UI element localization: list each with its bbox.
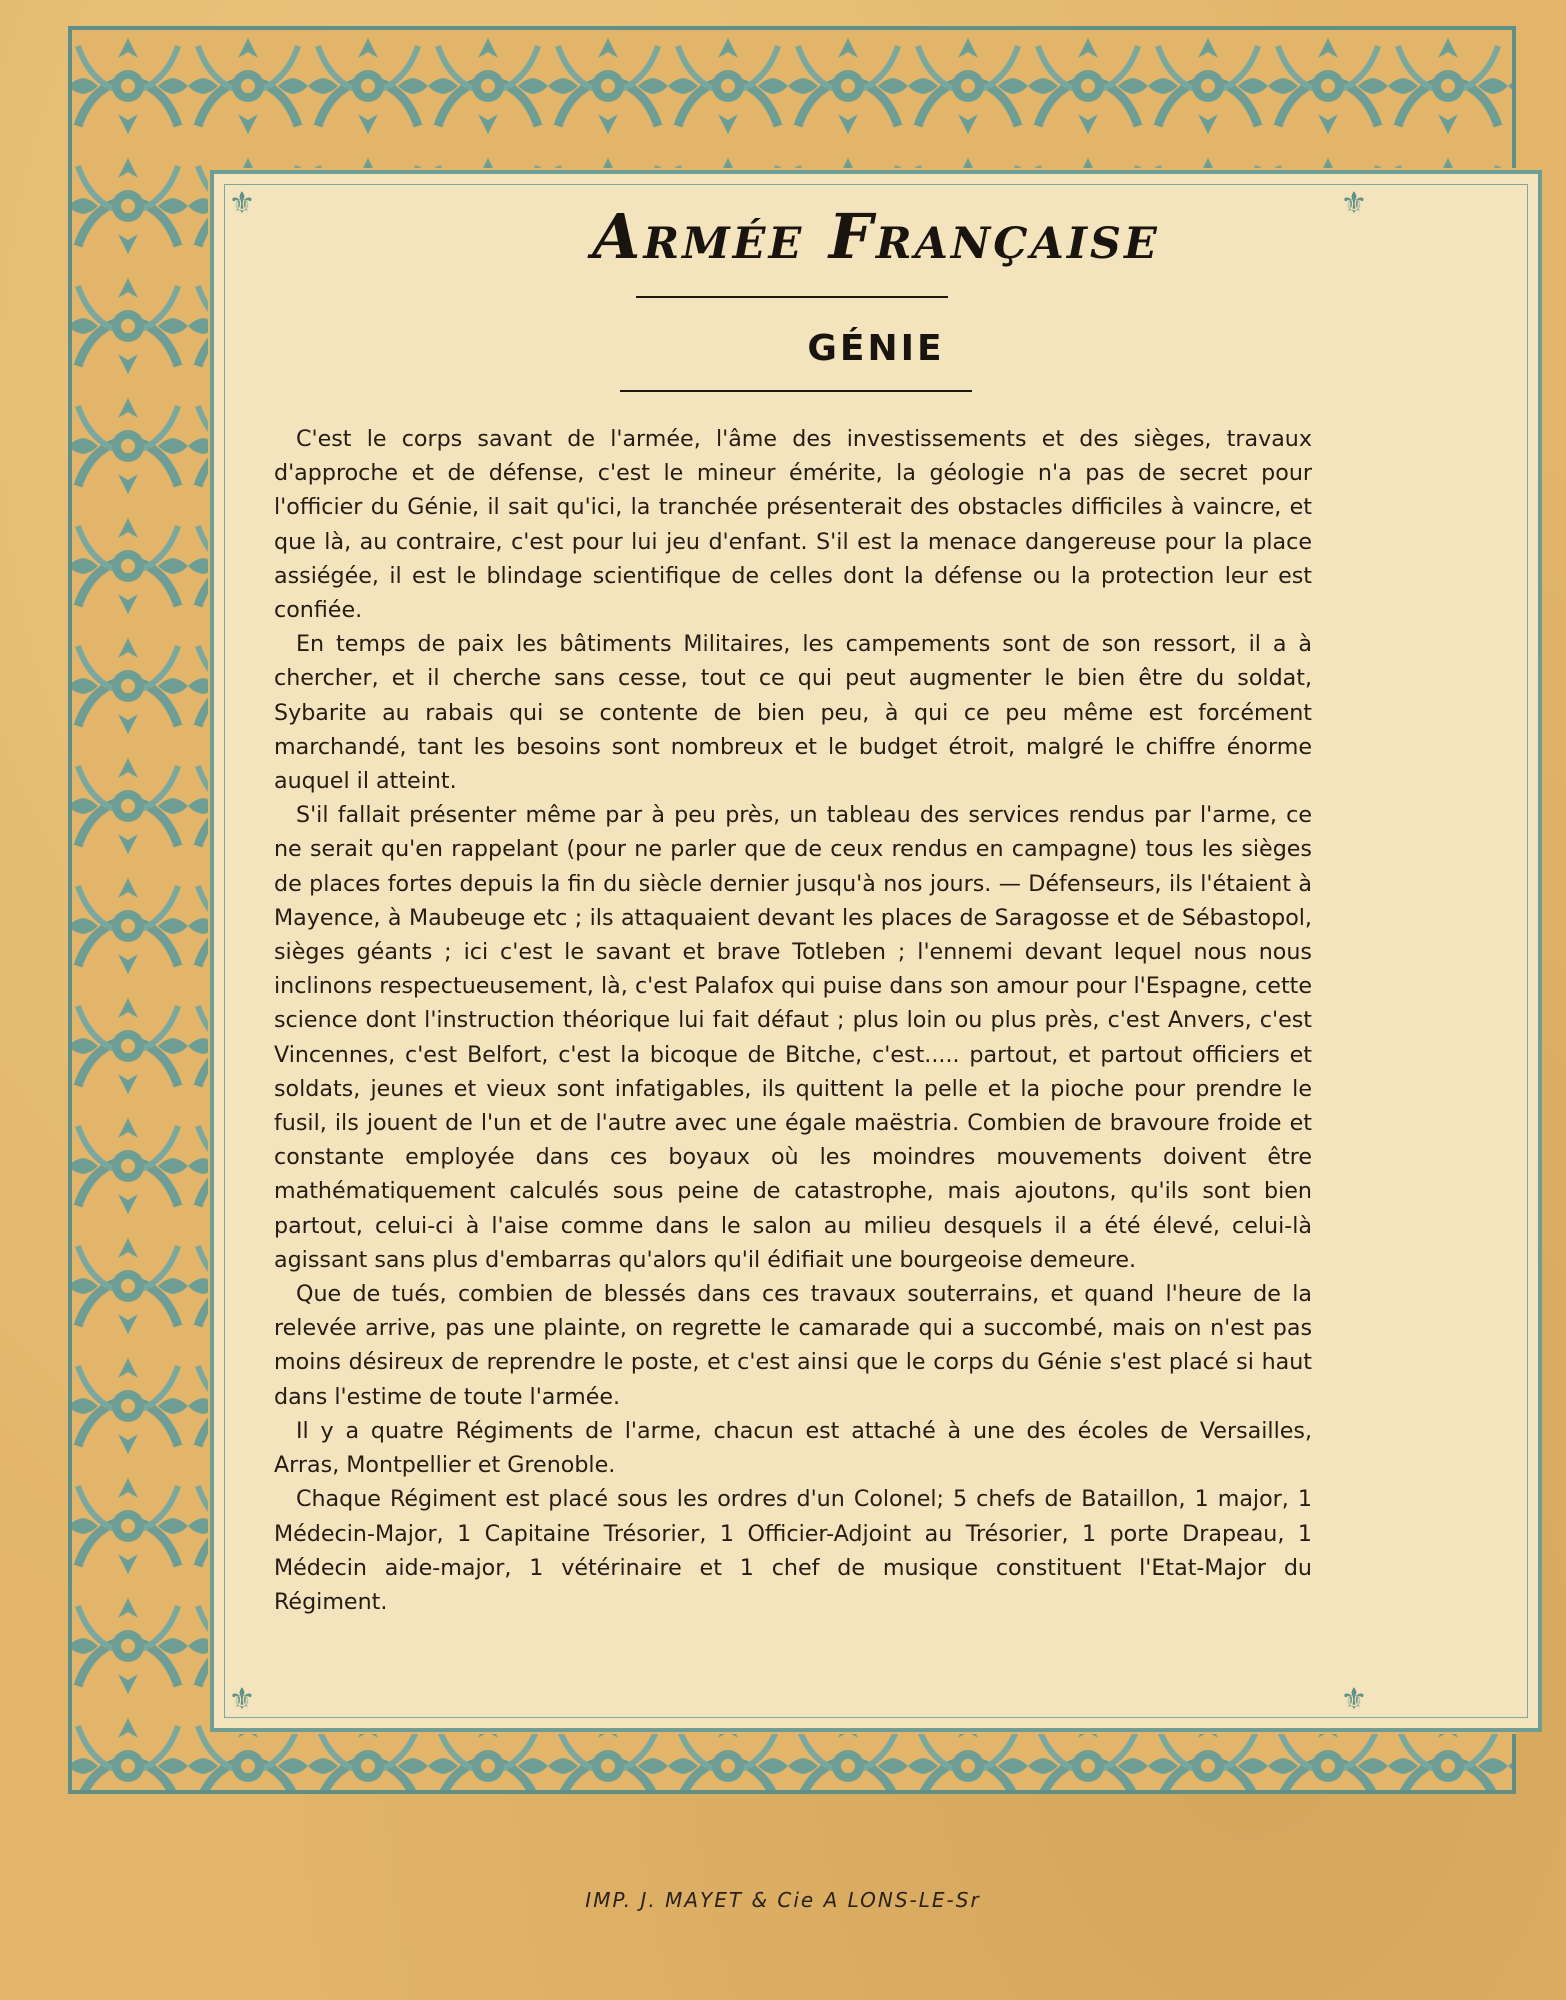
fleur-de-lis-icon: ⚜ — [1340, 186, 1368, 221]
page-title: Armée Française — [592, 200, 1160, 273]
paragraph: Que de tués, combien de blessés dans ces travaux souterrains, et quand l'heure de la relevée arrive, pas une plainte, on regrette le camarade qui a succombé, mais on n'est pas moins désireux de reprendre le poste, et c'est ainsi que le corps du Génie s'est placé si haut dans l'estime de toute l'armée. — [274, 1281, 1312, 1410]
paragraph: Il y a quatre Régiments de l'arme, chacun est attaché à une des écoles de Versailles, Arras, Montpellier et Grenoble. — [274, 1417, 1312, 1479]
subtitle-rule — [620, 390, 972, 392]
section-title: GÉNIE — [807, 328, 945, 369]
fleur-de-lis-icon: ⚜ — [228, 186, 256, 221]
body-text — [274, 422, 1312, 1619]
fleur-de-lis-icon: ⚜ — [228, 1682, 256, 1717]
paragraph: S'il fallait présenter même par à peu près, un tableau des services rendus par l'arme, ce ne serait qu'en rappelant (pour ne parler que de ceux rendus en campagne) tous les sièges de places fortes depuis la fin du siècle dernier jusqu'à nos jours. — Défenseurs, ils l'étaient à Mayence, à Maubeuge etc ; ils attaquaient devant les places de Saragosse et de Sébastopol, sièges géants ; ici c'est le savant et brave Totleben ; l'ennemi devant lequel nous nous inclinons respectueusement, là, c'est Palafox qui puise dans son amour pour l'Espagne, cette science dont l'instruction théorique lui fait défaut ; plus loin ou plus près, c'est Anvers, c'est Vincennes, c'est Belfort, c'est la bicoque de Bitche, c'est..... partout, et partout officiers et soldats, jeunes et vieux sont infatigables, ils quittent la pelle et la pioche pour prendre le fusil, ils jouent de l'un et de l'autre avec une égale maëstria. Combien de bravoure froide et constante employée dans ces boyaux où les moindres mouvements doivent être mathématiquement calculés sous peine de catastrophe, mais ajoutons, qu'ils sont bien partout, celui-ci à l'aise comme dans le salon au milieu desquels il a été élevé, celui-là agissant sans plus d'embarras qu'alors qu'il édifiait une bourgeoise demeure. — [274, 802, 1312, 1273]
title-rule — [636, 296, 948, 298]
paragraph: Chaque Régiment est placé sous les ordres d'un Colonel; 5 chefs de Bataillon, 1 major, 1 Médecin-Major, 1 Capitaine Trésorier, 1 Officier-Adjoint au Trésorier, 1 porte Drapeau, 1 Médecin aide-major, 1 vétérinaire et 1 chef de musique constituent l'Etat-Major du Régiment. — [274, 1486, 1312, 1615]
printer-imprint: IMP. J. MAYET & Cie A LONS-LE-Sr — [585, 1888, 981, 1912]
paragraph: En temps de paix les bâtiments Militaires, les campements sont de son ressort, il a à chercher, et il cherche sans cesse, tout ce qui peut augmenter le bien être du soldat, Sybarite au rabais qui se contente de bien peu, à qui ce peu même est forcément marchandé, tant les besoins sont nombreux et le budget étroit, malgré le chiffre énorme auquel il atteint. — [274, 631, 1312, 795]
fleur-de-lis-icon: ⚜ — [1340, 1682, 1368, 1717]
paragraph: C'est le corps savant de l'armée, l'âme des investissements et des sièges, travaux d'approche et de défense, c'est le mineur émérite, la géologie n'a pas de secret pour l'officier du Génie, il sait qu'ici, la tranchée présenterait des obstacles difficiles à vaincre, et que là, au contraire, c'est pour lui jeu d'enfant. S'il est la menace dangereuse pour la place assiégée, il est le blindage scientifique de celles dont la défense ou la protection leur est confiée. — [274, 426, 1312, 624]
